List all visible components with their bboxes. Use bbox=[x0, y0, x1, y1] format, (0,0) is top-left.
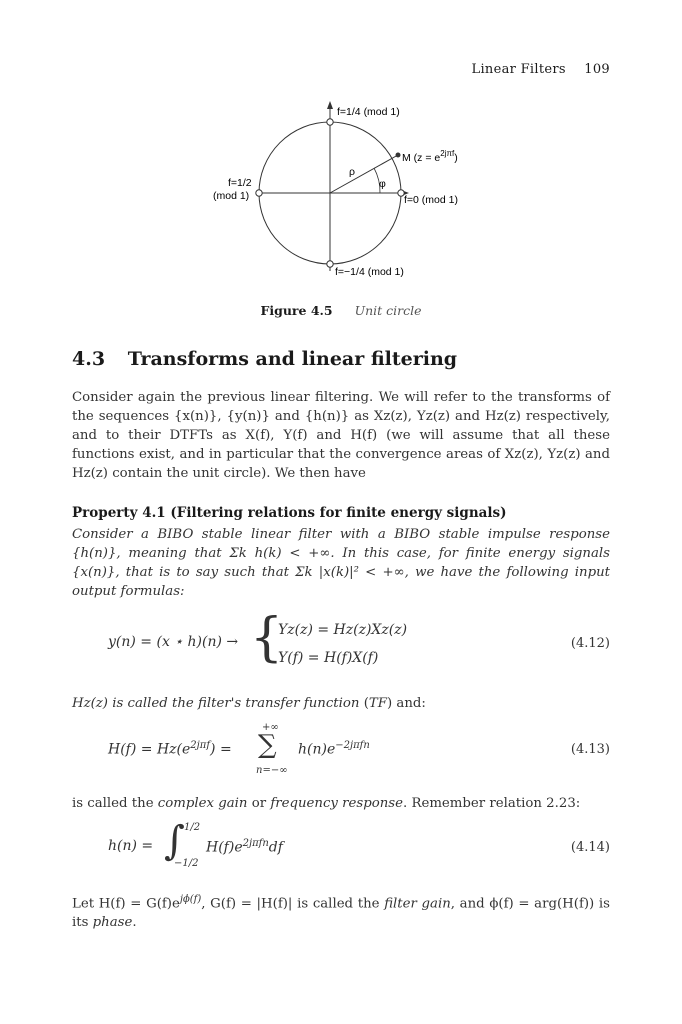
intro-paragraph: Consider again the previous linear filtering. We will refer to the transforms of the sequences {x(n)}, {y(n)} and {h(n)} as Xz(z), Yz(z) and Hz(z) respectively, and to their DTFTs as X(f), Y(f) and H(f) (we will assume that all these functions exist, and in particular that the convergence areas of Xz(z), Yz(z) and Hz(z) contain the unit circle). We then have bbox=[72, 390, 610, 481]
label-phi: φ bbox=[379, 178, 386, 190]
point-marker bbox=[327, 119, 333, 125]
label-left-2: (mod 1) bbox=[213, 190, 250, 202]
sum-symbol: ∑ bbox=[258, 730, 277, 760]
caption-number: Figure 4.5 bbox=[260, 303, 333, 318]
caption-text: Unit circle bbox=[354, 303, 422, 318]
final-paragraph: Let $H(f) = G(f)e^{j\phi(f)}$, G(f) = |H(f)| is called the filter gain, and ϕ(f) = arg(H(f)) is its phase. bbox=[72, 894, 610, 931]
running-title: Linear Filters bbox=[471, 62, 566, 77]
tf-sentence: Hz(z) is called the filter's transfer function (TF) and: bbox=[72, 696, 426, 711]
radius-line bbox=[330, 155, 398, 193]
brace: { bbox=[250, 608, 284, 668]
eq-4-14-lhs: h(n) = bbox=[108, 838, 154, 854]
label-bottom: f=−1/4 (mod 1) bbox=[335, 266, 404, 278]
label-rho: ρ bbox=[349, 166, 355, 178]
sum-top: +∞ bbox=[262, 722, 279, 733]
property-statement: Consider a BIBO stable linear filter with a BIBO stable impulse response {h(n)}, meaning that Σk h(k) < +∞. In this case, for finite energy signals {x(n)}, that is to say such that Σk |x(k)|² < +∞, we have the following input output formulas: bbox=[72, 527, 610, 599]
eq-4-13-number: (4.13) bbox=[570, 742, 610, 757]
property-title: Property 4.1 (Filtering relations for finite energy signals) bbox=[72, 505, 507, 521]
eq-4-14-number: (4.14) bbox=[570, 840, 610, 855]
eq-4-13-rhs: $h(n)e^{-2j\pi fn}$ bbox=[298, 740, 370, 758]
unit-circle-figure bbox=[0, 95, 682, 300]
sum-bottom: n=−∞ bbox=[256, 765, 288, 776]
label-top: f=1/4 (mod 1) bbox=[337, 106, 400, 118]
label-point-m: M $(z = e^{2j\pi f})$ bbox=[402, 149, 458, 164]
figure-caption bbox=[0, 303, 682, 318]
section-title: Transforms and linear filtering bbox=[127, 348, 458, 370]
axis-arrow-icon bbox=[327, 101, 333, 109]
eq-4-14-integrand: $H(f)e^{2j\pi fn}df$ bbox=[206, 838, 283, 856]
point-m-marker bbox=[396, 153, 401, 158]
eq-4-12-line2: Y(f) = H(f)X(f) bbox=[278, 650, 379, 666]
eq-4-12-line1: Yz(z) = Hz(z)Xz(z) bbox=[278, 622, 408, 638]
label-right: f=0 (mod 1) bbox=[404, 194, 458, 206]
integral-symbol: ∫ bbox=[164, 818, 185, 864]
running-header bbox=[472, 62, 610, 77]
point-marker bbox=[327, 261, 333, 267]
label-left-1: f=1/2 bbox=[228, 177, 252, 189]
gain-sentence: is called the complex gain or frequency response. Remember relation 2.23: bbox=[72, 796, 581, 811]
eq-4-13-lhs: $H(f) = Hz(e^{2j\pi f})$ = bbox=[108, 740, 232, 758]
point-marker bbox=[256, 190, 262, 196]
eq-4-12-lhs: y(n) = (x ⋆ h)(n) → bbox=[108, 634, 239, 650]
section-number: 4.3 bbox=[72, 348, 106, 370]
integral-upper: 1/2 bbox=[184, 822, 201, 833]
page-number: 109 bbox=[584, 62, 610, 77]
section-heading bbox=[72, 348, 457, 370]
eq-4-12-number: (4.12) bbox=[570, 636, 610, 651]
integral-lower: −1/2 bbox=[174, 858, 199, 869]
